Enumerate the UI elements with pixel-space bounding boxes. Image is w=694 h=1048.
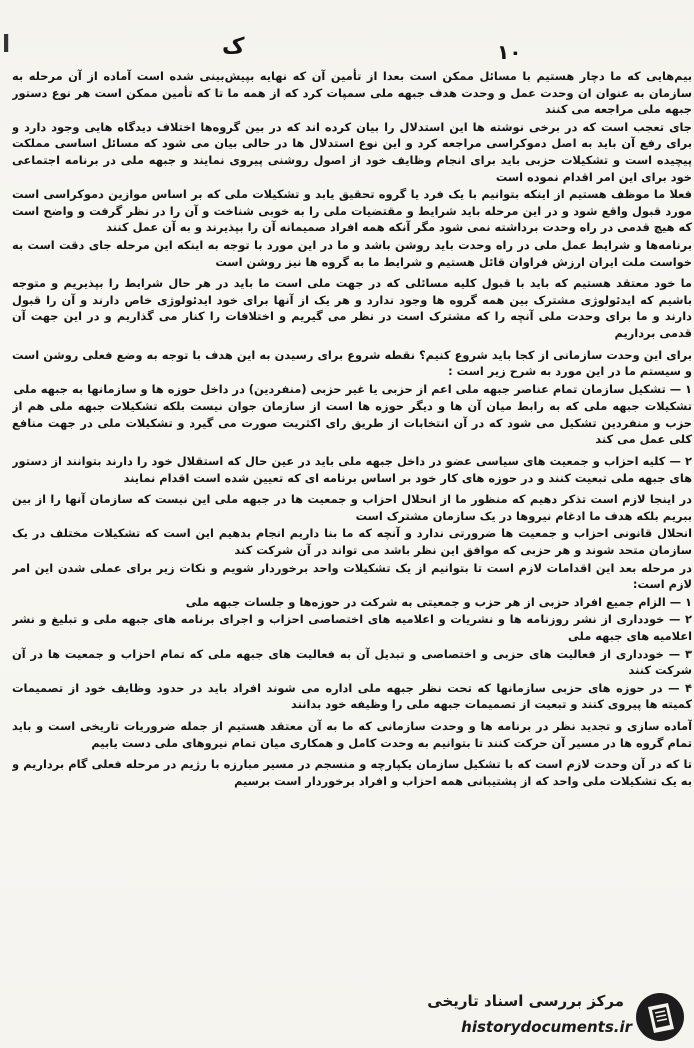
paragraph: آماده سازی و تجدید نظر در برنامه ها و وحدت سازمانی که ما به آن معتقد هستیم از جمله ضروریات تاریخی است و باید تمام گروه ها در مسیر آن حرکت کنند تا بتوانیم به وحدت کامل و همکاری میان تمام نیروهای ملی دست یابیم [12, 718, 692, 750]
paragraph: تشکیلات جبهه ملی که به رابط میان آن ها و دیگر حوزه ها است از سازمان جوان نیست بلکه تشکیلات جبهه ملی هم از حزب و منفردین تشکیل می شود که در آن انتخابات از طریق رای اکثریت صورت می گیرد و تشکیلات ملی در جهت منافع کلی عمل می کند [12, 399, 692, 447]
paragraph: ۱ — الزام جمیع افراد حزبی از هر حزب و جمعیتی به شرکت در حوزه‌ها و جلسات جبهه ملی [185, 594, 692, 609]
paragraph: ۴ — در حوزه های حزبی سازمانها که تحت نظر جبهه ملی اداره می شوند افراد باید در حدود وظایف خود از تصمیمات کمیته ها پیروی کنند و تبعیت از تصمیمات جبهه ملی را وظیفه خود بدانند [12, 680, 692, 712]
margin-mark: ا [2, 30, 11, 58]
document-archive-icon [634, 991, 686, 1043]
paragraph: جای تعجب است که در برخی نوشته ها این استدلال را بیان کرده اند که در بین گروه‌ها اختلاف دیدگاه هایی وجود دارد و برای رفع آن باید به اصل دموکراسی مراجعه کرد و این نوع استدلال ها در حالی بیان می شود که مسائل اساسی مملکت پیچیده است و تشکیلات حزبی باید برای انجام وظایف خود از اصول روشنی پیروی نمایند و جبهه ملی در برنامه اجتماعی خود برای این امر اقدام نموده است [12, 119, 692, 184]
paragraph: ۱ — تشکیل سازمان تمام عناصر جبهه ملی اعم از حزبی یا غیر حزبی (منفردین) در داخل حوزه ها و سازمانها به جبهه ملی [13, 381, 692, 396]
watermark-logo [412, 988, 690, 1046]
paragraph: تا که در آن وحدت لازم است که با تشکیل سازمان یکپارچه و منسجم در مسیر مبارزه با رژیم در مرحله فعلی گام برداریم و به یک تشکیلات ملی واحد که از پشتیبانی همه احزاب و افراد برخوردار است برسیم [12, 757, 692, 788]
paragraph: ما خود معتقد هستیم که باید با قبول کلیه مسائلی که در جهت ملی است ما باید در هر حال شرایط را بپذیریم و متوجه باشیم که ایدئولوژی مشترک بین همه گروه ها وجود ندارد و هر یک از آنها برای خود ایدئولوژی خاص دارند و آن را قبول دارند و ما برای وحدت ملی آنچه را که مشترک است در نظر می گیریم و اختلافات را کنار می گذاریم و در این جهت آن قدمی برداریم [12, 276, 692, 340]
paragraph: ۲ — خودداری از نشر روزنامه ها و نشریات و اعلامیه های اختصاصی احزاب و اجرای برنامه های جبهه ملی و تبلیغ و نشر اعلامیه های جبهه ملی [12, 612, 692, 643]
archive-name: مرکز بررسی اسناد تاریخی [427, 992, 624, 1010]
paragraph: فعلا ما موظف هستیم از اینکه بتوانیم با یک فرد یا گروه تحقیق یابد و تشکیلات ملی که بر اساس موازین دموکراسی است مورد قبول واقع شود و در این مرحله باید شرایط و مقتضیات ملی را به خوبی شناخت و آن را در نظر گرفت و واضح است که هیچ قدمی در راه وحدت برداشته نمی شود مگر آنکه همه افراد صمیمانه آن را بپذیرند و به آن عمل کنند [12, 187, 692, 235]
paragraph: انحلال قانونی احزاب و جمعیت ها ضرورتی ندارد و آنچه که ما بنا داریم انجام بدهیم این است که تشکیلات مختلف در یک سازمان متحد شوند و هر حزبی که موافق این نظر باشد می تواند در آن شرکت کند [12, 526, 692, 558]
paragraph: در اینجا لازم است تذکر دهیم که منظور ما از انحلال احزاب و جمعیت ها در جبهه ملی این نیست که سازمان آنها را از بین ببریم بلکه هدف ما ادغام نیروها در یک سازمان مشترک است [12, 492, 692, 523]
page-number-mark: ک [222, 34, 245, 59]
paragraph: برنامه‌ها و شرایط عمل ملی در راه وحدت باید روشن باشد و ما در این مورد با توجه به اینکه این مرحله جای دقت است به خواست ملت ایران ارزش فراوان قائل هستیم و شرایط ما به گروه ها نیز روشن است [12, 237, 692, 269]
paragraph: برای این وحدت سازمانی از کجا باید شروع کنیم؟ نقطه شروع برای رسیدن به این هدف با توجه به وضع فعلی روشن است و سیستم ما در این مورد به شرح زیر است : [12, 347, 692, 379]
document-body [12, 68, 692, 968]
paragraph: ۳ — خودداری از فعالیت های حزبی و اختصاصی و تبدیل آن به فعالیت های جبهه ملی که تمام احزاب و جمعیت ها در آن شرکت کنند [12, 646, 692, 678]
paragraph: در مرحله بعد این اقدامات لازم است تا بتوانیم از یک تشکیلات واحد برخوردار شویم و نکات زیر برای عملی شدن این امر لازم است: [12, 560, 692, 592]
archive-url: historydocuments.ir [461, 1018, 632, 1036]
paragraph: بیم‌هایی که ما دچار هستیم با مسائل ممکن است بعدا از تأمین آن که نهایه بپیش‌بینی شده است آماده از آن مرحله به سازمان به عنوان ان وحدت عمل و وحدت هدف جبهه ملی سمپات کرد که از همه ما تا که تأمین ممکن است هر نوع دستور جبهه ملی مراجعه می کنند [12, 69, 692, 117]
paragraph: ۲ — کلیه احزاب و جمعیت های سیاسی عضو در داخل جبهه ملی باید در عین حال که استقلال خود را دارند بتوانند از دستور های جبهه ملی تبعیت کنند و در حوزه های کار خود بر اساس برنامه ای که تعیین شده است اقدام نمایند [12, 454, 692, 485]
page-number: ۱۰ [497, 40, 522, 64]
